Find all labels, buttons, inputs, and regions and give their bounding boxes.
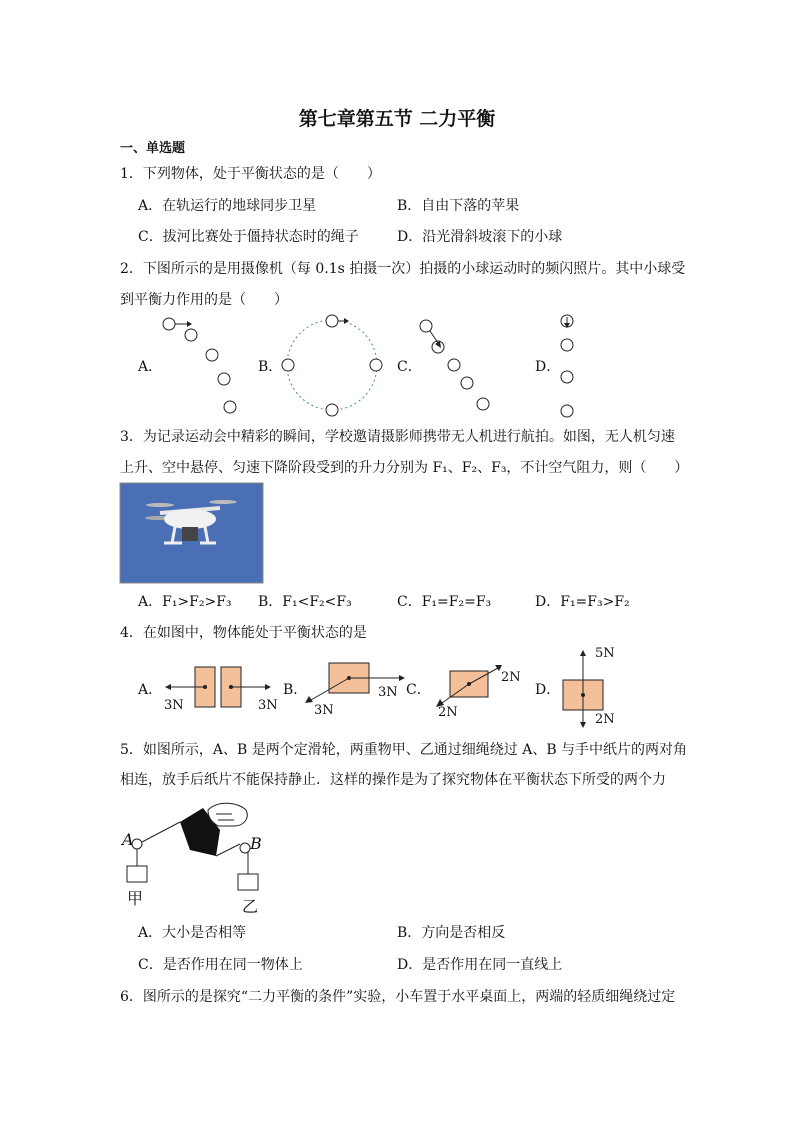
q1-option-b: B．自由下落的苹果 xyxy=(397,198,520,214)
q5-option-b: B．方向是否相反 xyxy=(397,925,506,941)
q4d-top-force-label: 5N xyxy=(595,646,615,661)
q2-option-b: B． xyxy=(258,359,283,375)
q3-stem-line1: 3．为记录运动会中精彩的瞬间，学校邀请摄影师携带无人机进行航拍。如图，无人机匀速 xyxy=(120,429,675,445)
q3-stem-line2: 上升、空中悬停、匀速下降阶段受到的升力分别为 F₁、F₂、F₃，不计空气阻力，则（ ） xyxy=(120,460,689,476)
q4d-bottom-force-label: 2N xyxy=(595,712,615,727)
q4b-right-force-label: 3N xyxy=(378,685,398,700)
q2-option-d: D． xyxy=(535,359,561,375)
q1-option-a: A．在轨运行的地球同步卫星 xyxy=(138,198,317,214)
q4-option-d: D． xyxy=(535,682,561,698)
q3-option-b: B．F₁<F₂<F₃ xyxy=(258,594,352,610)
q5-stem-line2: 相连，放手后纸片不能保持静止．这样的操作是为了探究物体在平衡状态下所受的两个力 xyxy=(120,772,666,788)
q4-option-b: B． xyxy=(283,682,308,698)
q2-option-a: A． xyxy=(138,359,163,375)
q3-option-d: D．F₁=F₃>F₂ xyxy=(535,594,630,610)
pulley-b-label: B xyxy=(250,834,262,853)
section-heading: 一、单选题 xyxy=(120,141,186,156)
q4b-left-force-label: 3N xyxy=(314,703,334,718)
q2-figure-c xyxy=(418,318,508,418)
q4-option-c: C． xyxy=(406,682,431,698)
q5-option-c: C．是否作用在同一物体上 xyxy=(138,957,303,973)
pulley-a-label: A xyxy=(122,830,134,849)
q6-stem-line1: 6．图所示的是探究“二力平衡的条件”实验，小车置于水平桌面上，两端的轻质细绳绕过定 xyxy=(120,989,676,1005)
q5-option-a: A．大小是否相等 xyxy=(138,925,247,941)
q4a-left-force-label: 3N xyxy=(164,698,184,713)
q1-stem: 1．下列物体，处于平衡状态的是（ ） xyxy=(120,166,381,182)
q2-figure-a xyxy=(160,315,250,420)
q4c-bottom-force-label: 2N xyxy=(438,705,458,720)
q2-stem-line2: 到平衡力作用的是（ ） xyxy=(120,292,288,308)
q4-stem: 4．在如图中，物体能处于平衡状态的是 xyxy=(120,625,367,641)
q4c-top-force-label: 2N xyxy=(501,670,521,685)
q3-option-a: A．F₁>F₂>F₃ xyxy=(138,594,232,610)
q5-stem-line1: 5．如图所示，A、B 是两个定滑轮，两重物甲、乙通过细绳绕过 A、B 与手中纸片的两对角 xyxy=(120,742,688,758)
q4a-right-force-label: 3N xyxy=(258,698,278,713)
q2-stem-line1: 2．下图所示的是用摄像机（每 0.1s 拍摄一次）拍摄的小球运动时的频闪照片。其中小球受 xyxy=(120,261,686,277)
q1-option-c: C．拔河比赛处于僵持状态时的绳子 xyxy=(138,229,359,245)
drone-photo xyxy=(120,483,263,583)
weight-yi-label: 乙 xyxy=(242,897,259,916)
q4-option-a: A． xyxy=(138,682,163,698)
q3-option-c: C．F₁=F₂=F₃ xyxy=(397,594,492,610)
q2-figure-b xyxy=(280,315,390,420)
q1-option-d: D．沿光滑斜坡滚下的小球 xyxy=(397,229,563,245)
page-title: 第七章第五节 二力平衡 xyxy=(298,108,496,130)
q2-figure-d xyxy=(556,312,578,420)
q2-option-c: C． xyxy=(397,359,422,375)
q5-option-d: D．是否作用在同一直线上 xyxy=(397,957,563,973)
weight-jia-label: 甲 xyxy=(127,889,144,908)
